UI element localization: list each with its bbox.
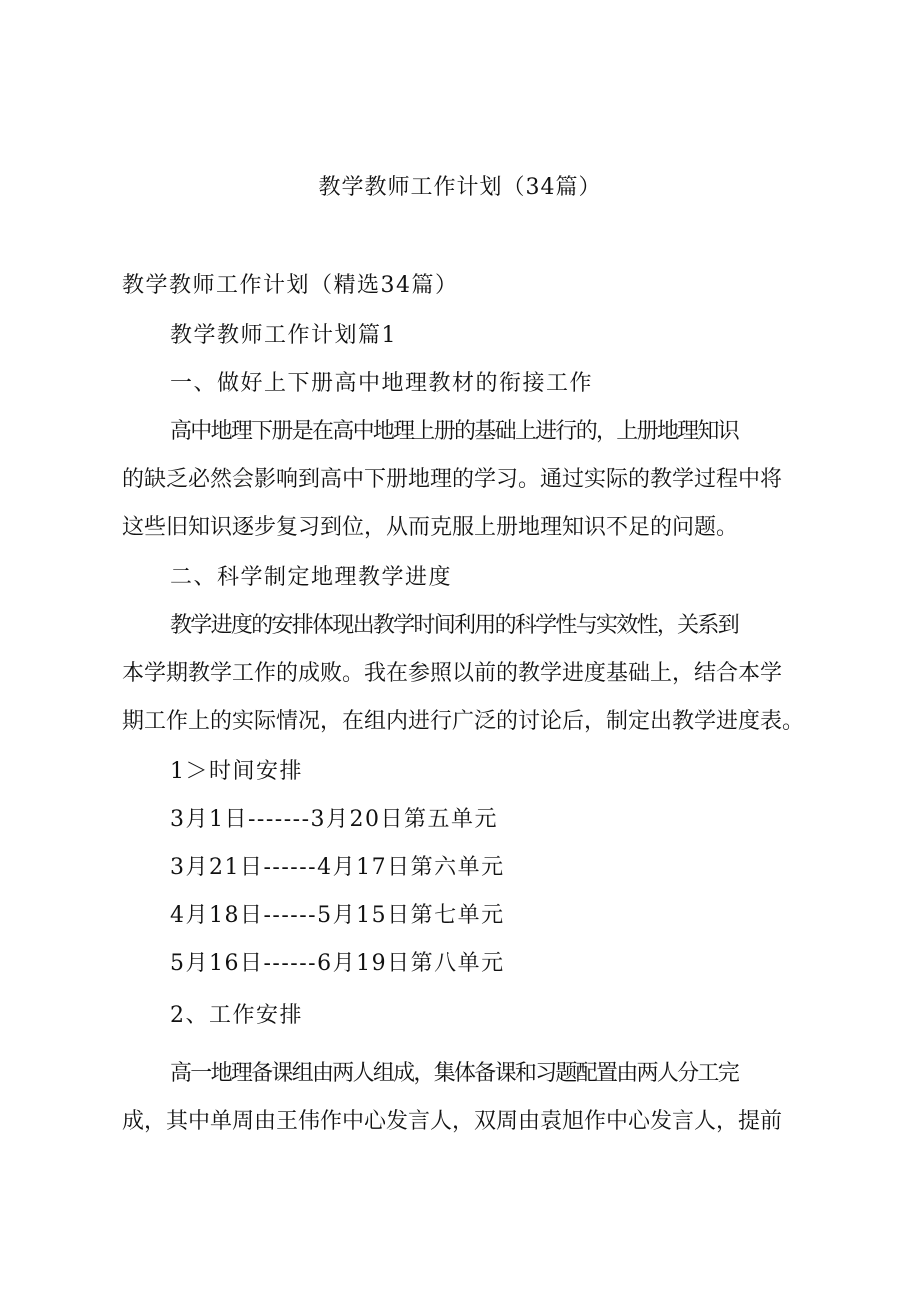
schedule-heading: 1＞时间安排 — [170, 759, 303, 784]
schedule-item: 5月16日------6月19日第八单元 — [170, 951, 505, 976]
work-line-2: 成，其中单周由王伟作中心发言人，双周由袁旭作中心发言人，提前 — [122, 1109, 783, 1134]
document-title: 教学教师工作计划（34篇） — [318, 175, 602, 200]
section-1-heading: 一、做好上下册高中地理教材的衔接工作 — [170, 371, 594, 396]
section-1-line-2: 的缺乏必然会影响到高中下册地理的学习。通过实际的教学过程中将 — [122, 467, 783, 492]
section-2-heading: 二、科学制定地理教学进度 — [170, 565, 453, 590]
work-line-1: 高一地理备课组由两人组成，集体备课和习题配置由两人分工完 — [170, 1061, 739, 1086]
schedule-item: 3月21日------4月17日第六单元 — [170, 855, 505, 880]
chapter-heading: 教学教师工作计划篇1 — [170, 323, 397, 348]
document-subtitle: 教学教师工作计划（精选34篇） — [122, 273, 459, 298]
section-1-line-1: 高中地理下册是在高中地理上册的基础上进行的，上册地理知识 — [170, 419, 739, 444]
schedule-item: 4月18日------5月15日第七单元 — [170, 903, 505, 928]
work-heading: 2、工作安排 — [170, 1003, 303, 1028]
section-2-line-1: 教学进度的安排体现出教学时间利用的科学性与实效性，关系到 — [170, 613, 739, 638]
schedule-item: 3月1日-------3月20日第五单元 — [170, 807, 499, 832]
section-2-line-2: 本学期教学工作的成败。我在参照以前的教学进度基础上，结合本学 — [122, 661, 783, 686]
section-2-line-3: 期工作上的实际情况，在组内进行广泛的讨论后，制定出教学进度表。 — [122, 709, 805, 734]
section-1-line-3: 这些旧知识逐步复习到位，从而克服上册地理知识不足的问题。 — [122, 515, 739, 540]
